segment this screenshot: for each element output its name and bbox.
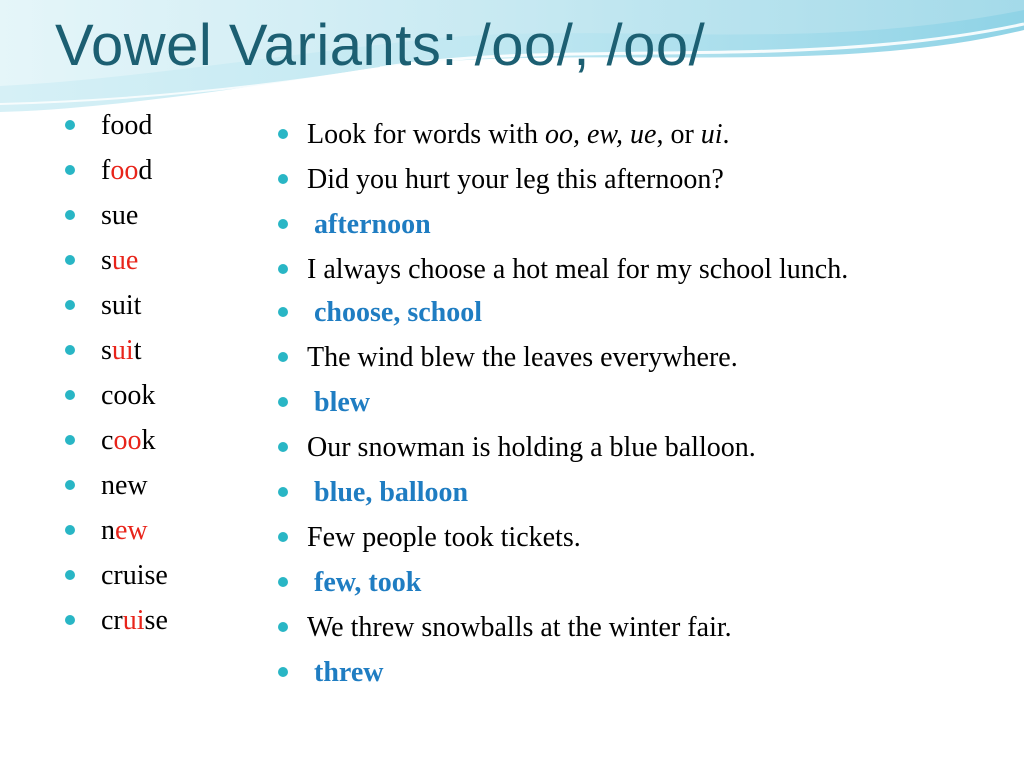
word-text: suit <box>101 290 142 321</box>
sentence-text: I always choose a hot meal for my school lunch. <box>307 254 849 285</box>
word-text: cr <box>101 605 123 636</box>
list-item <box>62 335 168 380</box>
bullet-icon <box>278 129 288 139</box>
instruction-item <box>276 116 976 153</box>
list-item <box>62 200 168 245</box>
word-text: t <box>133 335 142 366</box>
sentence-item <box>276 609 976 646</box>
word-highlight: oo <box>113 425 142 456</box>
list-item <box>62 605 168 650</box>
bullet-icon <box>278 442 288 452</box>
instruction-text: Look for words with <box>307 119 545 150</box>
instruction-text: , or <box>656 119 701 150</box>
word-text: food <box>101 110 153 141</box>
bullet-icon <box>65 570 75 580</box>
sentence-text: Did you hurt your leg this afternoon? <box>307 164 724 195</box>
list-item <box>62 380 168 425</box>
answer-text: few, took <box>314 567 422 598</box>
word-text: sue <box>101 200 139 231</box>
word-text: cook <box>101 380 156 411</box>
sentence-item <box>276 251 976 288</box>
word-highlight: ue <box>111 245 139 276</box>
bullet-icon <box>278 307 288 317</box>
bullet-icon <box>278 532 288 542</box>
list-item <box>62 425 168 470</box>
bullet-icon <box>278 487 288 497</box>
sentence-text: We threw snowballs at the winter fair. <box>307 612 732 643</box>
bullet-icon <box>65 435 75 445</box>
word-text: s <box>101 245 112 276</box>
word-highlight: ui <box>111 335 134 366</box>
word-text: f <box>101 155 111 186</box>
answer-text: blew <box>314 387 370 418</box>
answer-item <box>276 384 976 421</box>
answer-item <box>276 474 976 511</box>
bullet-icon <box>65 525 75 535</box>
word-text: k <box>141 425 156 456</box>
answer-item <box>276 654 976 691</box>
bullet-icon <box>278 667 288 677</box>
word-highlight: ew <box>115 515 148 546</box>
bullet-icon <box>65 345 75 355</box>
list-item <box>62 110 168 155</box>
bullet-icon <box>278 577 288 587</box>
slide-title: Vowel Variants: /oo/, /oo/ <box>55 13 706 78</box>
bullet-icon <box>65 615 75 625</box>
word-text: se <box>144 605 168 636</box>
bullet-icon <box>278 352 288 362</box>
bullet-icon <box>65 390 75 400</box>
instruction-italic: ui <box>700 119 723 150</box>
list-item <box>62 155 168 200</box>
sentence-text: Our snowman is holding a blue balloon. <box>307 432 756 463</box>
answer-item <box>276 206 976 243</box>
list-item <box>62 290 168 335</box>
instruction-text: . <box>722 119 730 150</box>
word-text: d <box>138 155 153 186</box>
instruction-italic: oo, ew, ue <box>544 119 657 150</box>
answer-item <box>276 294 976 331</box>
answer-text: afternoon <box>314 209 431 240</box>
answer-text: threw <box>314 657 384 688</box>
bullet-icon <box>278 397 288 407</box>
sentence-text: The wind blew the leaves everywhere. <box>307 342 738 373</box>
word-highlight: oo <box>110 155 139 186</box>
list-item <box>62 515 168 560</box>
word-text: cruise <box>101 560 168 591</box>
sentence-item <box>276 339 976 376</box>
answer-text: blue, balloon <box>314 477 469 508</box>
bullet-icon <box>278 264 288 274</box>
word-list <box>62 110 168 650</box>
bullet-icon <box>278 174 288 184</box>
sentence-text: Few people took tickets. <box>307 522 581 553</box>
answer-item <box>276 564 976 601</box>
sentence-list <box>276 116 976 699</box>
bullet-icon <box>65 255 75 265</box>
word-text: s <box>101 335 112 366</box>
list-item <box>62 245 168 290</box>
list-item <box>62 470 168 515</box>
bullet-icon <box>278 622 288 632</box>
answer-text: choose, school <box>314 297 482 328</box>
bullet-icon <box>65 120 75 130</box>
bullet-icon <box>65 300 75 310</box>
word-text: c <box>101 425 114 456</box>
word-highlight: ui <box>122 605 145 636</box>
bullet-icon <box>278 219 288 229</box>
word-text: new <box>101 470 148 501</box>
sentence-item <box>276 429 976 466</box>
list-item <box>62 560 168 605</box>
word-text: n <box>101 515 115 546</box>
bullet-icon <box>65 210 75 220</box>
bullet-icon <box>65 480 75 490</box>
sentence-item <box>276 161 976 198</box>
bullet-icon <box>65 165 75 175</box>
sentence-item <box>276 519 976 556</box>
